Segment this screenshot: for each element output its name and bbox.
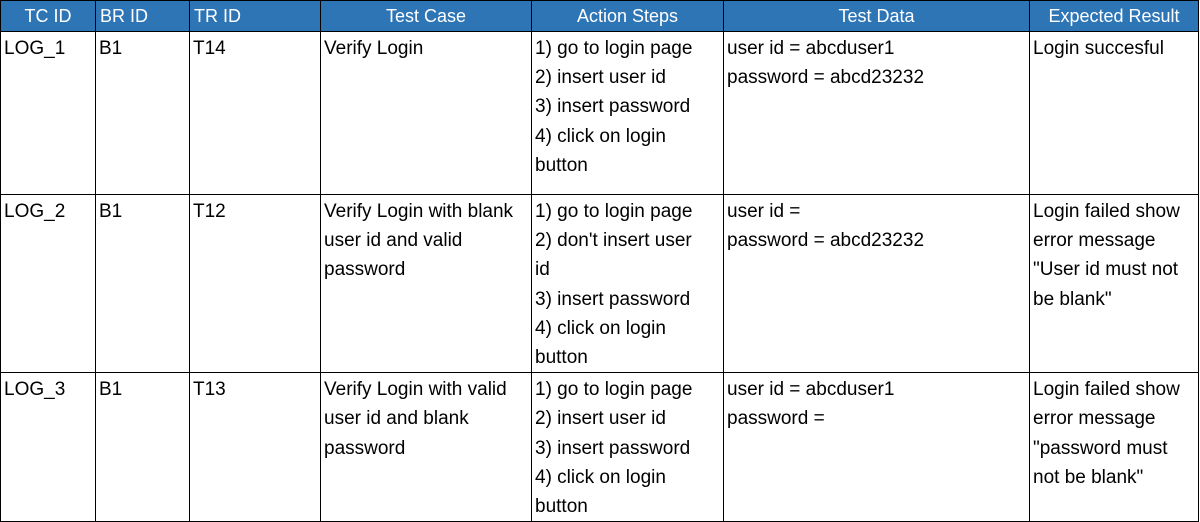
data-line: user id = xyxy=(727,201,801,222)
step-line: button xyxy=(535,347,588,369)
result-line: "password must xyxy=(1033,437,1168,459)
cell-tc-id[interactable] xyxy=(1,195,96,373)
result-line: not be blank" xyxy=(1033,466,1144,488)
result-line: Login succesful xyxy=(1033,38,1164,59)
cell-tr-id[interactable] xyxy=(190,373,321,522)
result-line: error message xyxy=(1033,230,1156,252)
step-line: 2) insert user id xyxy=(535,67,666,89)
header-row xyxy=(1,1,1199,32)
step-line: id xyxy=(535,259,550,281)
cell-text: LOG_2 xyxy=(4,201,66,222)
step-line: 3) insert password xyxy=(535,96,691,118)
step-line: 1) go to login page xyxy=(535,201,693,222)
header-tr-id[interactable]: TR ID xyxy=(190,1,321,32)
step-line: button xyxy=(535,154,588,176)
cell-test-case[interactable] xyxy=(321,373,532,522)
header-test-case[interactable]: Test Case xyxy=(321,1,532,32)
cell-tr-id[interactable] xyxy=(190,195,321,373)
data-line: password = abcd23232 xyxy=(727,230,925,252)
header-test-data[interactable]: Test Data xyxy=(724,1,1030,32)
cell-test-case[interactable] xyxy=(321,195,532,373)
step-line: 4) click on login xyxy=(535,317,666,339)
step-line: 3) insert password xyxy=(535,437,691,459)
cell-test-case[interactable] xyxy=(321,32,532,195)
case-line: user id and valid xyxy=(324,230,463,252)
table-row xyxy=(1,32,1199,195)
step-line: 1) go to login page xyxy=(535,38,693,59)
table-row xyxy=(1,373,1199,522)
cell-text: B1 xyxy=(99,201,123,222)
cell-br-id[interactable] xyxy=(96,373,190,522)
cell-text: T12 xyxy=(193,201,226,222)
case-line: password xyxy=(324,437,406,459)
cell-action-steps[interactable] xyxy=(532,373,724,522)
case-line: Verify Login with valid xyxy=(324,379,507,401)
table-row xyxy=(1,195,1199,373)
case-line: password xyxy=(324,259,406,281)
cell-br-id[interactable] xyxy=(96,195,190,373)
header-br-id[interactable]: BR ID xyxy=(96,1,190,32)
cell-text: T13 xyxy=(193,379,226,401)
step-line: 2) insert user id xyxy=(535,408,666,430)
header-tc-id[interactable]: TC ID xyxy=(1,1,96,32)
cell-text: LOG_3 xyxy=(4,379,66,401)
header-action-steps[interactable]: Action Steps xyxy=(532,1,724,32)
cell-text: B1 xyxy=(99,38,123,59)
header-expected-result[interactable]: Expected Result xyxy=(1030,1,1199,32)
cell-br-id[interactable] xyxy=(96,32,190,195)
cell-action-steps[interactable] xyxy=(532,32,724,195)
step-line: 2) don't insert user xyxy=(535,230,692,252)
cell-action-steps[interactable] xyxy=(532,195,724,373)
case-line: user id and blank xyxy=(324,408,469,430)
cell-text: B1 xyxy=(99,379,123,401)
cell-text: LOG_1 xyxy=(4,38,66,59)
cell-tc-id[interactable] xyxy=(1,373,96,522)
cell-tc-id[interactable] xyxy=(1,32,96,195)
step-line: 1) go to login page xyxy=(535,379,693,401)
result-line: Login failed show xyxy=(1033,201,1180,222)
result-line: Login failed show xyxy=(1033,379,1180,401)
step-line: 4) click on login xyxy=(535,466,666,488)
cell-expected-result[interactable] xyxy=(1030,373,1199,522)
step-line: 3) insert password xyxy=(535,288,691,310)
cell-tr-id[interactable] xyxy=(190,32,321,195)
cell-expected-result[interactable] xyxy=(1030,195,1199,373)
cell-test-data[interactable] xyxy=(724,195,1030,373)
cell-text: T14 xyxy=(193,38,226,59)
data-line: user id = abcduser1 xyxy=(727,38,895,59)
cell-test-data[interactable] xyxy=(724,373,1030,522)
result-line: error message xyxy=(1033,408,1156,430)
step-line: 4) click on login xyxy=(535,125,666,147)
cell-text: Verify Login xyxy=(324,38,424,59)
cell-expected-result[interactable] xyxy=(1030,32,1199,195)
result-line: be blank" xyxy=(1033,288,1112,310)
cell-test-data[interactable] xyxy=(724,32,1030,195)
data-line: password = abcd23232 xyxy=(727,67,925,89)
data-line: password = xyxy=(727,408,825,430)
step-line: button xyxy=(535,496,588,518)
case-line: Verify Login with blank xyxy=(324,201,514,222)
result-line: "User id must not xyxy=(1033,259,1179,281)
data-line: user id = abcduser1 xyxy=(727,379,895,401)
